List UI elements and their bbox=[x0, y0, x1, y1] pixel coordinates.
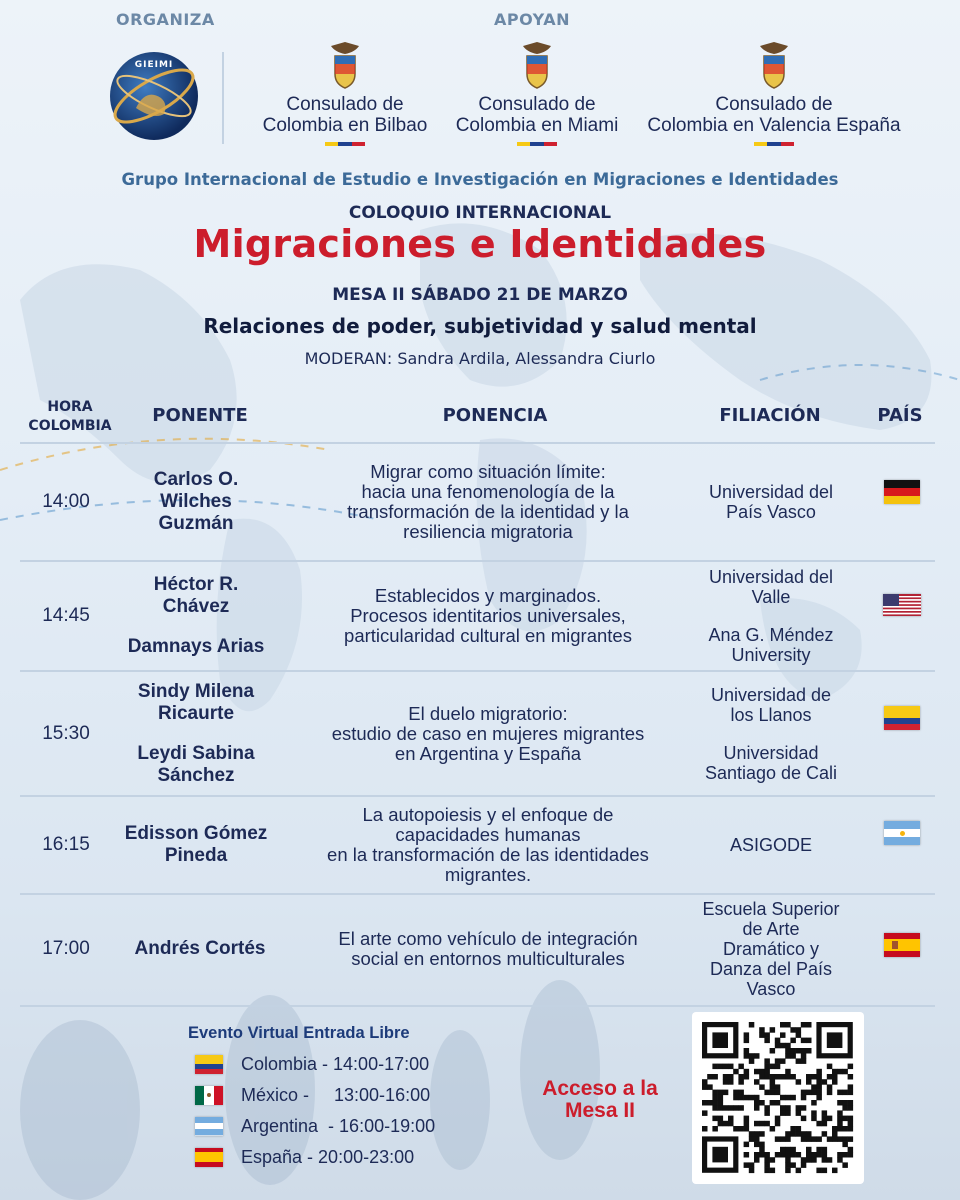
colombia-stripe bbox=[517, 142, 557, 146]
row-2-pais bbox=[864, 562, 940, 648]
speaker-line: Wilches bbox=[160, 491, 232, 512]
affiliation-line: University bbox=[731, 645, 811, 665]
sponsor-line1: Consulado de bbox=[478, 94, 596, 115]
row-4-filiacion bbox=[688, 797, 854, 893]
group-tagline: Grupo Internacional de Estudio e Investigación en Migraciones e Identidades bbox=[121, 170, 839, 189]
affiliation-line: Universidad bbox=[723, 742, 819, 763]
row-4-pais bbox=[864, 797, 940, 869]
row-4-hora: 16:15 bbox=[42, 834, 90, 855]
affiliation-line: los Llanos bbox=[730, 704, 812, 725]
spain-flag-icon bbox=[195, 1148, 223, 1167]
row-5-ponente bbox=[110, 895, 290, 1003]
talk-line: en la transformación de las identidades bbox=[327, 844, 649, 865]
event-virtual-title: Evento Virtual Entrada Libre bbox=[188, 1024, 410, 1042]
speaker-line: Damnays Arias bbox=[127, 636, 265, 657]
talk-line: Establecidos y marginados. bbox=[374, 585, 602, 606]
colombia-stripe bbox=[325, 142, 365, 146]
spain-flag-icon bbox=[884, 933, 920, 957]
affiliation-line: Universidad del bbox=[708, 482, 834, 502]
row-5-hora: 17:00 bbox=[42, 938, 90, 959]
talk-line: La autopoiesis y el enfoque de bbox=[362, 804, 614, 825]
talk-line: hacia una fenomenología de la bbox=[361, 481, 615, 502]
speaker-line: Andrés Cortés bbox=[134, 938, 266, 959]
row-2-ponente bbox=[110, 562, 282, 670]
talk-line: transformación de la identidad y la bbox=[347, 501, 629, 522]
sponsor-line2: Colombia en Valencia España bbox=[647, 115, 901, 136]
timezone-text: España - 20:00-23:00 bbox=[241, 1146, 415, 1167]
speaker-line: Ricaurte bbox=[157, 702, 235, 724]
page-title: Migraciones e Identidades bbox=[193, 222, 767, 266]
timezone-text: México - 13:00-16:00 bbox=[241, 1084, 431, 1105]
session-subtitle: Relaciones de poder, subjetividad y salud mental bbox=[203, 314, 757, 338]
colombia-flag-icon bbox=[884, 706, 920, 730]
affiliation-line: ASIGODE bbox=[729, 835, 813, 855]
sponsor-bilbao bbox=[250, 40, 440, 146]
col-header-pais: PAÍS bbox=[877, 405, 923, 426]
affiliation-line: País Vasco bbox=[726, 502, 816, 522]
speaker-line: Sánchez bbox=[157, 764, 235, 786]
row-3-filiacion bbox=[688, 672, 854, 795]
logo-text: GIEIMI bbox=[134, 60, 174, 70]
row-5-ponencia bbox=[288, 895, 688, 1003]
affiliation-line: Danza del País bbox=[709, 959, 833, 979]
access-link[interactable] bbox=[500, 1078, 700, 1122]
speaker-line: Edisson Gómez bbox=[124, 823, 268, 844]
sponsor-line2: Colombia en Bilbao bbox=[262, 115, 428, 136]
affiliation-line: de Arte bbox=[742, 919, 800, 939]
organiza-label: ORGANIZA bbox=[116, 10, 215, 29]
affiliation-line: Universidad de bbox=[710, 684, 832, 705]
germany-flag-icon bbox=[884, 480, 920, 504]
timezone-text: Colombia - 14:00-17:00 bbox=[241, 1053, 430, 1074]
timezone-text: Argentina - 16:00-19:00 bbox=[241, 1115, 436, 1136]
timezone-mexico bbox=[195, 1083, 430, 1107]
speaker-line: Chávez bbox=[162, 596, 230, 617]
row-1-hora: 14:00 bbox=[42, 491, 90, 512]
header-divider bbox=[222, 52, 224, 144]
row-1-ponente bbox=[110, 444, 282, 560]
colombia-coat-of-arms-icon bbox=[754, 40, 794, 90]
moderators: MODERAN: Sandra Ardila, Alessandra Ciurlo bbox=[304, 349, 656, 368]
talk-line: Migrar como situación límite: bbox=[370, 461, 606, 482]
talk-line: en Argentina y España bbox=[394, 742, 582, 764]
row-2-ponencia bbox=[288, 562, 688, 670]
talk-line: social en entornos multiculturales bbox=[351, 948, 625, 969]
speaker-line: Leydi Sabina bbox=[137, 742, 255, 764]
speaker-line: Sindy Milena bbox=[137, 680, 255, 702]
row-2-hora: 14:45 bbox=[42, 605, 90, 626]
usa-flag-icon bbox=[883, 594, 921, 616]
event-kind: COLOQUIO INTERNACIONAL bbox=[348, 203, 612, 223]
col-header-hora-line1: HORA bbox=[47, 399, 93, 415]
row-3-hora: 15:30 bbox=[42, 722, 90, 744]
colombia-coat-of-arms-icon bbox=[325, 40, 365, 90]
argentina-flag-icon bbox=[195, 1117, 223, 1136]
colombia-flag-icon bbox=[195, 1055, 223, 1074]
row-3-ponencia bbox=[288, 672, 688, 795]
mexico-flag-icon bbox=[195, 1086, 223, 1105]
talk-line: migrantes. bbox=[444, 864, 532, 885]
row-4-ponente bbox=[110, 797, 282, 893]
talk-line: Procesos identitarios universales, bbox=[350, 605, 626, 626]
talk-line: capacidades humanas bbox=[395, 824, 581, 845]
timezone-argentina bbox=[195, 1114, 435, 1138]
session-date: MESA II SÁBADO 21 DE MARZO bbox=[332, 285, 628, 305]
row-3-ponente bbox=[110, 672, 282, 795]
affiliation-line: Ana G. Méndez bbox=[708, 625, 834, 645]
argentina-flag-icon bbox=[884, 821, 920, 845]
row-1-ponencia bbox=[288, 444, 688, 560]
affiliation-line: Universidad del bbox=[708, 567, 834, 587]
col-header-filiacion: FILIACIÓN bbox=[719, 405, 821, 426]
row-3-pais bbox=[864, 672, 940, 764]
sponsor-line1: Consulado de bbox=[286, 94, 404, 115]
sponsor-line2: Colombia en Miami bbox=[455, 115, 619, 136]
colombia-stripe bbox=[754, 142, 794, 146]
row-4-ponencia bbox=[288, 797, 688, 893]
access-line1: Acceso a la bbox=[542, 1077, 658, 1100]
affiliation-line: Escuela Superior bbox=[702, 899, 840, 919]
apoyan-label: APOYAN bbox=[494, 10, 570, 29]
col-header-hora-line2: COLOMBIA bbox=[28, 418, 112, 434]
qr-code-icon bbox=[692, 1012, 864, 1184]
speaker-line: Pineda bbox=[164, 845, 228, 866]
gieimi-logo bbox=[106, 48, 202, 144]
qr-code[interactable] bbox=[692, 1012, 864, 1184]
talk-line: El arte como vehículo de integración bbox=[338, 928, 638, 949]
timezone-espana bbox=[195, 1145, 414, 1169]
colombia-coat-of-arms-icon bbox=[517, 40, 557, 90]
row-5-pais bbox=[864, 895, 940, 995]
timezone-colombia bbox=[195, 1052, 429, 1076]
col-header-ponente: PONENTE bbox=[152, 405, 248, 426]
affiliation-line: Santiago de Cali bbox=[704, 762, 838, 783]
talk-line: particularidad cultural en migrantes bbox=[344, 625, 632, 646]
affiliation-line: Valle bbox=[751, 587, 791, 607]
speaker-line: Carlos O. bbox=[153, 469, 239, 490]
col-header-hora bbox=[20, 398, 120, 436]
talk-line: estudio de caso en mujeres migrantes bbox=[331, 722, 645, 744]
sponsor-line1: Consulado de bbox=[715, 94, 833, 115]
affiliation-line: Dramático y bbox=[722, 939, 820, 959]
row-1-filiacion bbox=[688, 444, 854, 560]
affiliation-line: Vasco bbox=[746, 979, 796, 999]
sponsor-miami bbox=[442, 40, 632, 146]
speaker-line: Guzmán bbox=[158, 513, 234, 534]
col-header-ponencia: PONENCIA bbox=[442, 405, 548, 426]
talk-line: El duelo migratorio: bbox=[408, 702, 568, 724]
talk-line: resiliencia migratoria bbox=[403, 521, 573, 542]
table-divider bbox=[20, 1005, 935, 1007]
row-2-filiacion bbox=[688, 562, 854, 670]
sponsor-valencia bbox=[644, 40, 904, 146]
speaker-line: Héctor R. bbox=[153, 574, 239, 595]
row-5-filiacion bbox=[688, 895, 854, 1003]
row-1-pais bbox=[864, 444, 940, 540]
access-line2: Mesa II bbox=[564, 1099, 636, 1122]
